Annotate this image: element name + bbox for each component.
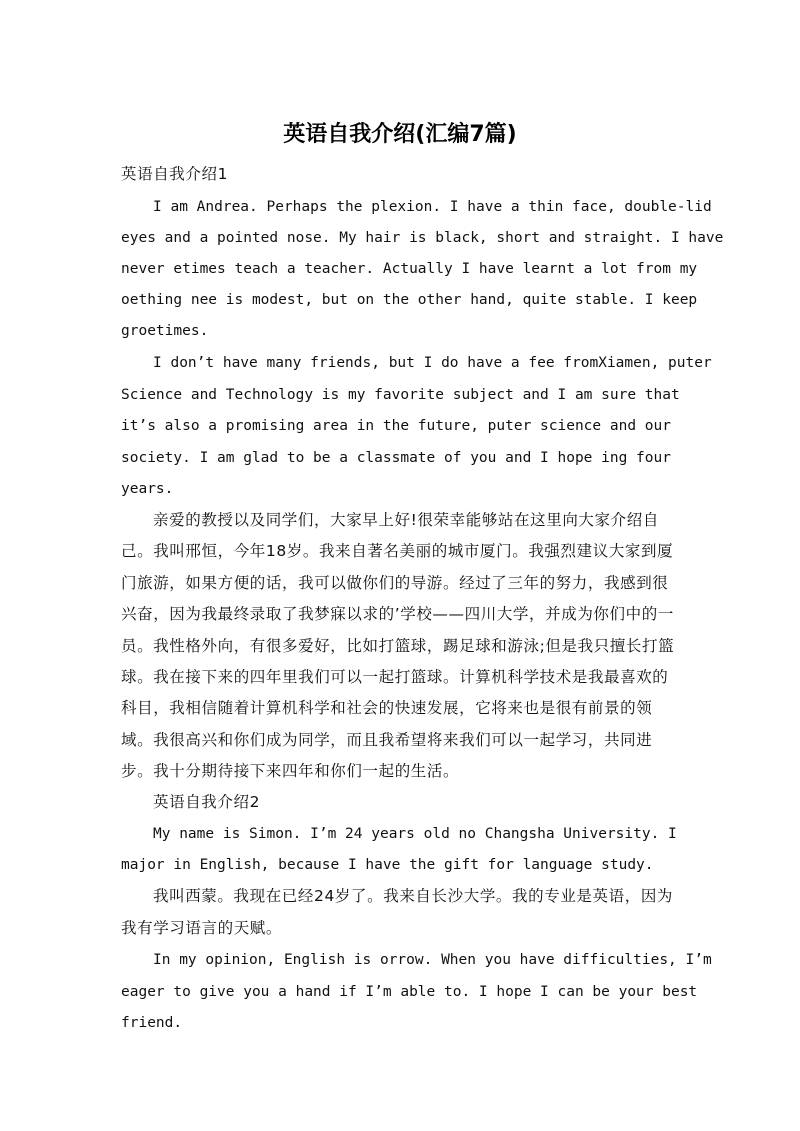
paragraph-line: Science and Technology is my favorite subject and I am sure that [121,387,680,403]
paragraph-line: 己。我叫邢恒，今年18岁。我来自著名美丽的城市厦门。我强烈建议大家到厦 [121,542,674,560]
paragraph-line: oething nee is modest, but on the other hand, quite stable. I keep [121,292,698,308]
paragraph-line: 我叫西蒙。我现在已经24岁了。我来自长沙大学。我的专业是英语，因为 [153,887,674,905]
paragraph-line: major in English, because I have the gift for language study. [121,857,654,873]
paragraph-line: friend. [121,1015,183,1031]
paragraph-line: 员。我性格外向，有很多爱好，比如打篮球，踢足球和游泳;但是我只擅长打篮 [121,637,675,655]
paragraph-line: 步。我十分期待接下来四年和你们一起的生活。 [121,762,460,780]
paragraph-line: groetimes. [121,323,209,339]
paragraph-line: 域。我很高兴和你们成为同学，而且我希望将来我们可以一起学习，共同进 [121,731,653,749]
document-title: 英语自我介绍(汇编7篇) [283,122,517,147]
paragraph-line: 球。我在接下来的四年里我们可以一起打篮球。计算机科学技术是我最喜欢的 [121,668,669,686]
paragraph-line: 亲爱的教授以及同学们，大家早上好!很荣幸能够站在这里向大家介绍自 [153,511,659,529]
paragraph-line: I don’t have many friends, but I do have a fee fromXiamen, puter [153,355,712,371]
paragraph-line: 我有学习语言的天赋。 [121,919,283,937]
paragraph-line: My name is Simon. I’m 24 years old no Changsha University. I [153,826,677,842]
paragraph-line: 兴奋，因为我最终录取了我梦寐以求的’学校——四川大学，并成为你们中的一 [121,605,674,623]
paragraph-line: 科目，我相信随着计算机科学和社会的快速发展，它将来也是很有前景的领 [121,699,653,717]
paragraph-line: I am Andrea. Perhaps the plexion. I have a thin face, double-lid [153,199,712,215]
paragraph-line: it’s also a promising area in the future, puter science and our [121,418,671,434]
paragraph-line: In my opinion, English is orrow. When you have difficulties, I’m [153,952,712,968]
section-heading: 英语自我介绍2 [153,793,261,811]
paragraph-line: years. [121,481,174,497]
paragraph-line: never etimes teach a teacher. Actually I have learnt a lot from my [121,261,698,277]
paragraph-line: eager to give you a hand if I’m able to. I hope I can be your best [121,984,698,1000]
section-heading: 英语自我介绍1 [121,165,229,183]
paragraph-line: society. I am glad to be a classmate of you and I hope ing four [121,450,671,466]
paragraph-line: 门旅游，如果方便的话，我可以做你们的导游。经过了三年的努力，我感到很 [121,574,669,592]
paragraph-line: eyes and a pointed nose. My hair is black, short and straight. I have [121,230,724,246]
